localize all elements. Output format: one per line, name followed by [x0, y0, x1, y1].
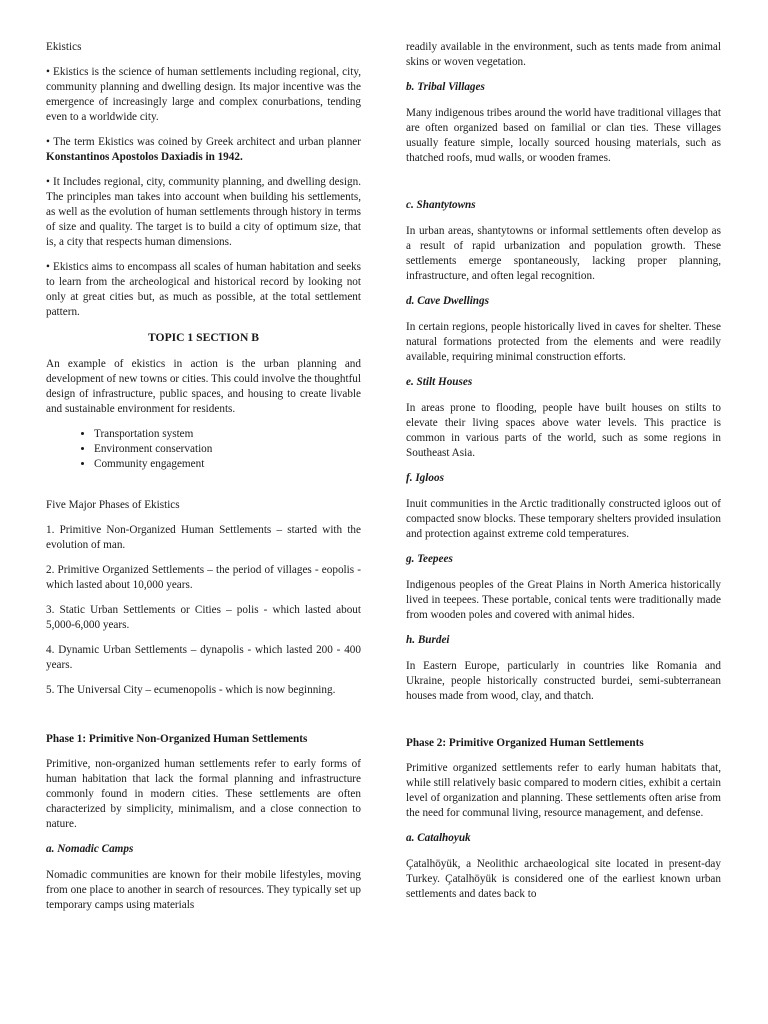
subsection-title: c. Shantytowns [406, 199, 476, 211]
subsection-title: a. Nomadic Camps [46, 843, 134, 855]
right-column [406, 40, 721, 902]
paragraph [46, 135, 361, 165]
paragraph: readily available in the environment, such as tents made from animal skins or woven vegetation. [406, 41, 721, 68]
list-item: • Transportation system [94, 427, 361, 442]
paragraph: Many indigenous tribes around the world have traditional villages that are often organized based on familial or clan ties. These villages usually feature simple, locally sourced housing materials, such as thatched roofs, mud walls, or wooden frames. [406, 107, 721, 164]
bullet-list [46, 427, 361, 472]
subsection-title: d. Cave Dwellings [406, 295, 489, 307]
paragraph: In certain regions, people historically lived in caves for shelter. These natural formations protected from the elements and were readily available, requiring minimal construction efforts. [406, 321, 721, 363]
subsection-title: h. Burdei [406, 634, 450, 646]
paragraph-text: • The term Ekistics was coined by Greek architect and urban planner [46, 136, 361, 148]
phase-item: 2. Primitive Organized Settlements – the period of villages - eopolis - which lasted about 10,000 years. [46, 564, 361, 591]
phase-item: 3. Static Urban Settlements or Cities – polis - which lasted about 5,000-6,000 years. [46, 604, 361, 631]
phase2-title: Phase 2: Primitive Organized Human Settlements [406, 737, 644, 749]
phases-heading: Five Major Phases of Ekistics [46, 499, 180, 511]
subsection-title: a. Catalhoyuk [406, 832, 471, 844]
paragraph: In areas prone to flooding, people have built houses on stilts to elevate their living spaces above water levels. This practice is common in various parts of the world, such as some regions in Southeast Asia. [406, 402, 721, 459]
phase-item: 4. Dynamic Urban Settlements – dynapolis - which lasted 200 - 400 years. [46, 644, 361, 671]
list-item: • Community engagement [94, 457, 361, 472]
subsection-title: f. Igloos [406, 472, 444, 484]
paragraph: Nomadic communities are known for their mobile lifestyles, moving from one place to another in search of resources. They typically set up temporary camps using materials [46, 869, 361, 911]
phase-item: 1. Primitive Non-Organized Human Settlements – started with the evolution of man. [46, 524, 361, 551]
paragraph: In Eastern Europe, particularly in countries like Romania and Ukraine, people historically constructed burdei, semi-subterranean houses made from wood, clay, and thatch. [406, 660, 721, 702]
section-title: TOPIC 1 SECTION B [148, 331, 259, 344]
paragraph: • Ekistics aims to encompass all scales of human habitation and seeks to learn from the archeological and historical record by looking not only at great cities but, as much as possible, at the total settlement pattern. [46, 261, 361, 318]
paragraph: Indigenous peoples of the Great Plains in North America historically lived in teepees. These portable, conical tents were traditionally made from wooden poles and covered with animal hides. [406, 579, 721, 621]
subsection-title: b. Tribal Villages [406, 81, 485, 93]
paragraph: In urban areas, shantytowns or informal settlements often develop as a result of rapid urbanization and population growth. These settlements emerge spontaneously, lacking proper planning, infrastructure, and often legal recognition. [406, 225, 721, 282]
list-item: • Environment conservation [94, 442, 361, 457]
subsection-title: g. Teepees [406, 553, 453, 565]
paragraph: An example of ekistics in action is the urban planning and development of new towns or cities. This could involve the thoughtful design of infrastructure, public spaces, and housing to create livable and sustainable environment for residents. [46, 358, 361, 415]
phase-item: 5. The Universal City – ecumenopolis - which is now beginning. [46, 684, 336, 696]
paragraph: Çatalhöyük, a Neolithic archaeological site located in present-day Turkey. Çatalhöyük is considered one of the earliest known urban settlements and dates back to [406, 858, 721, 900]
paragraph: Primitive, non-organized human settlements refer to early forms of human habitation that lack the formal planning and infrastructure commonly found in modern cities. These settlements are often characterized by simplicity, minimalism, and a close connection to nature. [46, 758, 361, 830]
paragraph: • It Includes regional, city, community planning, and dwelling design. The principles man takes into account when building his settlements, as well as the evolution of human settlements through history in terms of size and quality. The target is to build a city of optimum size, that is, a city that respects human dimensions. [46, 176, 361, 248]
bold-name: Konstantinos Apostolos Daxiadis in 1942. [46, 151, 243, 163]
left-column [46, 40, 361, 913]
subsection-title: e. Stilt Houses [406, 376, 473, 388]
doc-title: Ekistics [46, 41, 82, 53]
phase1-title: Phase 1: Primitive Non-Organized Human Settlements [46, 733, 308, 745]
paragraph: Primitive organized settlements refer to early human habitats that, while still relatively basic compared to modern cities, exhibit a certain level of organization and planning. These settlements often arise from the need for communal living, resource management, and defense. [406, 762, 721, 819]
paragraph: • Ekistics is the science of human settlements including regional, city, community planning and dwelling design. Its major incentive was the emergence of increasingly large and complex conurbations, tending even to a worldwide city. [46, 66, 361, 123]
paragraph: Inuit communities in the Arctic traditionally constructed igloos out of compacted snow blocks. These temporary shelters provided insulation and protection against extreme cold temperatures. [406, 498, 721, 540]
